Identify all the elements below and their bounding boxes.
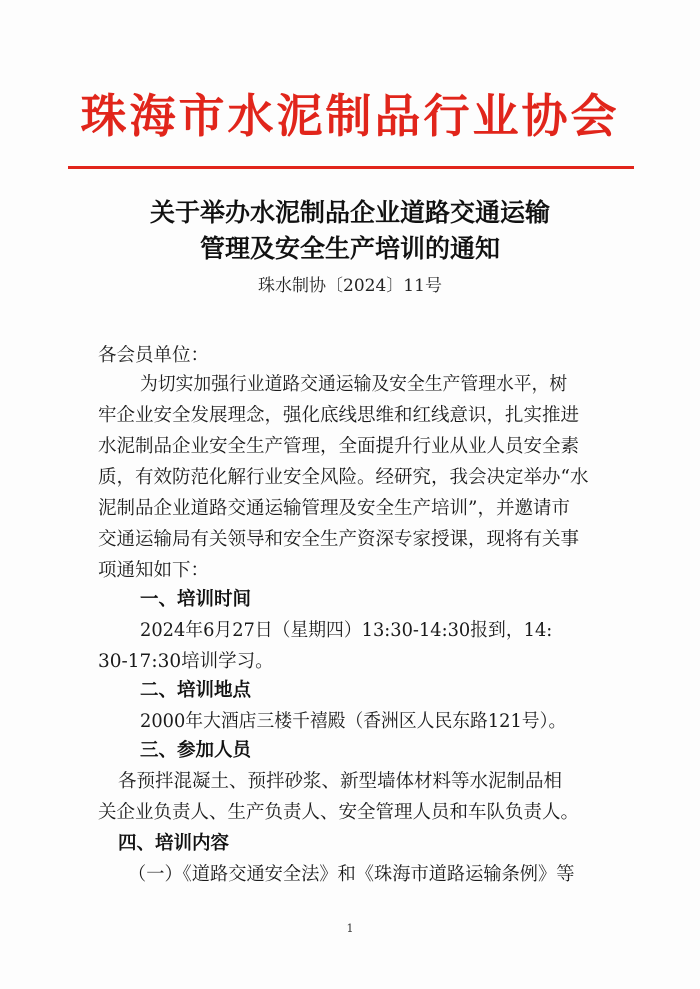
notice-title-line-1: 关于举办水泥制品企业道路交通运输	[149, 198, 550, 227]
letterhead-org-name: 珠海市水泥制品行业协会	[80, 89, 620, 143]
page-number: 1	[346, 922, 354, 935]
intro-line: 项通知如下：	[98, 560, 210, 581]
section-line: 2000年大酒店三楼千禧殿（香洲区人民东路121号）。	[140, 711, 567, 732]
intro-line: 牢企业安全发展理念，强化底线思维和红线意识，扎实推进	[98, 405, 580, 426]
intro-line: 为切实加强行业道路交通运输及安全生产管理水平，树	[140, 374, 568, 395]
section-heading-participants: 三、参加人员	[140, 740, 252, 761]
section-heading-training-location: 二、培训地点	[140, 680, 252, 701]
intro-line: 泥制品企业道路交通运输管理及安全生产培训”，并邀请市	[98, 498, 570, 519]
section-line: 关企业负责人、生产负责人、安全管理人员和车队负责人。	[98, 802, 580, 823]
salutation: 各会员单位：	[98, 345, 210, 366]
section-line: 2024年6月27日（星期四）13:30-14:30报到，14:	[140, 620, 553, 641]
section-heading-training-content: 四、培训内容	[118, 833, 230, 854]
intro-line: 交通运输局有关领导和安全生产资深专家授课，现将有关事	[98, 529, 580, 550]
section-heading-training-time: 一、培训时间	[140, 589, 252, 610]
section-line: （一）《道路交通安全法》和《珠海市道路运输条例》等	[128, 864, 575, 885]
intro-line: 质，有效防范化解行业安全风险。经研究，我会决定举办“水	[98, 467, 589, 488]
intro-line: 水泥制品企业安全生产管理，全面提升行业从业人员安全素	[98, 436, 580, 457]
section-line: 30-17:30培训学习。	[98, 651, 274, 672]
letterhead-red-rule	[68, 166, 634, 169]
section-line: 各预拌混凝土、预拌砂浆、新型墙体材料等水泥制品相	[118, 771, 563, 792]
document-number: 珠水制协〔2024〕11号	[258, 276, 442, 296]
notice-title-line-2: 管理及安全生产培训的通知	[199, 234, 500, 263]
